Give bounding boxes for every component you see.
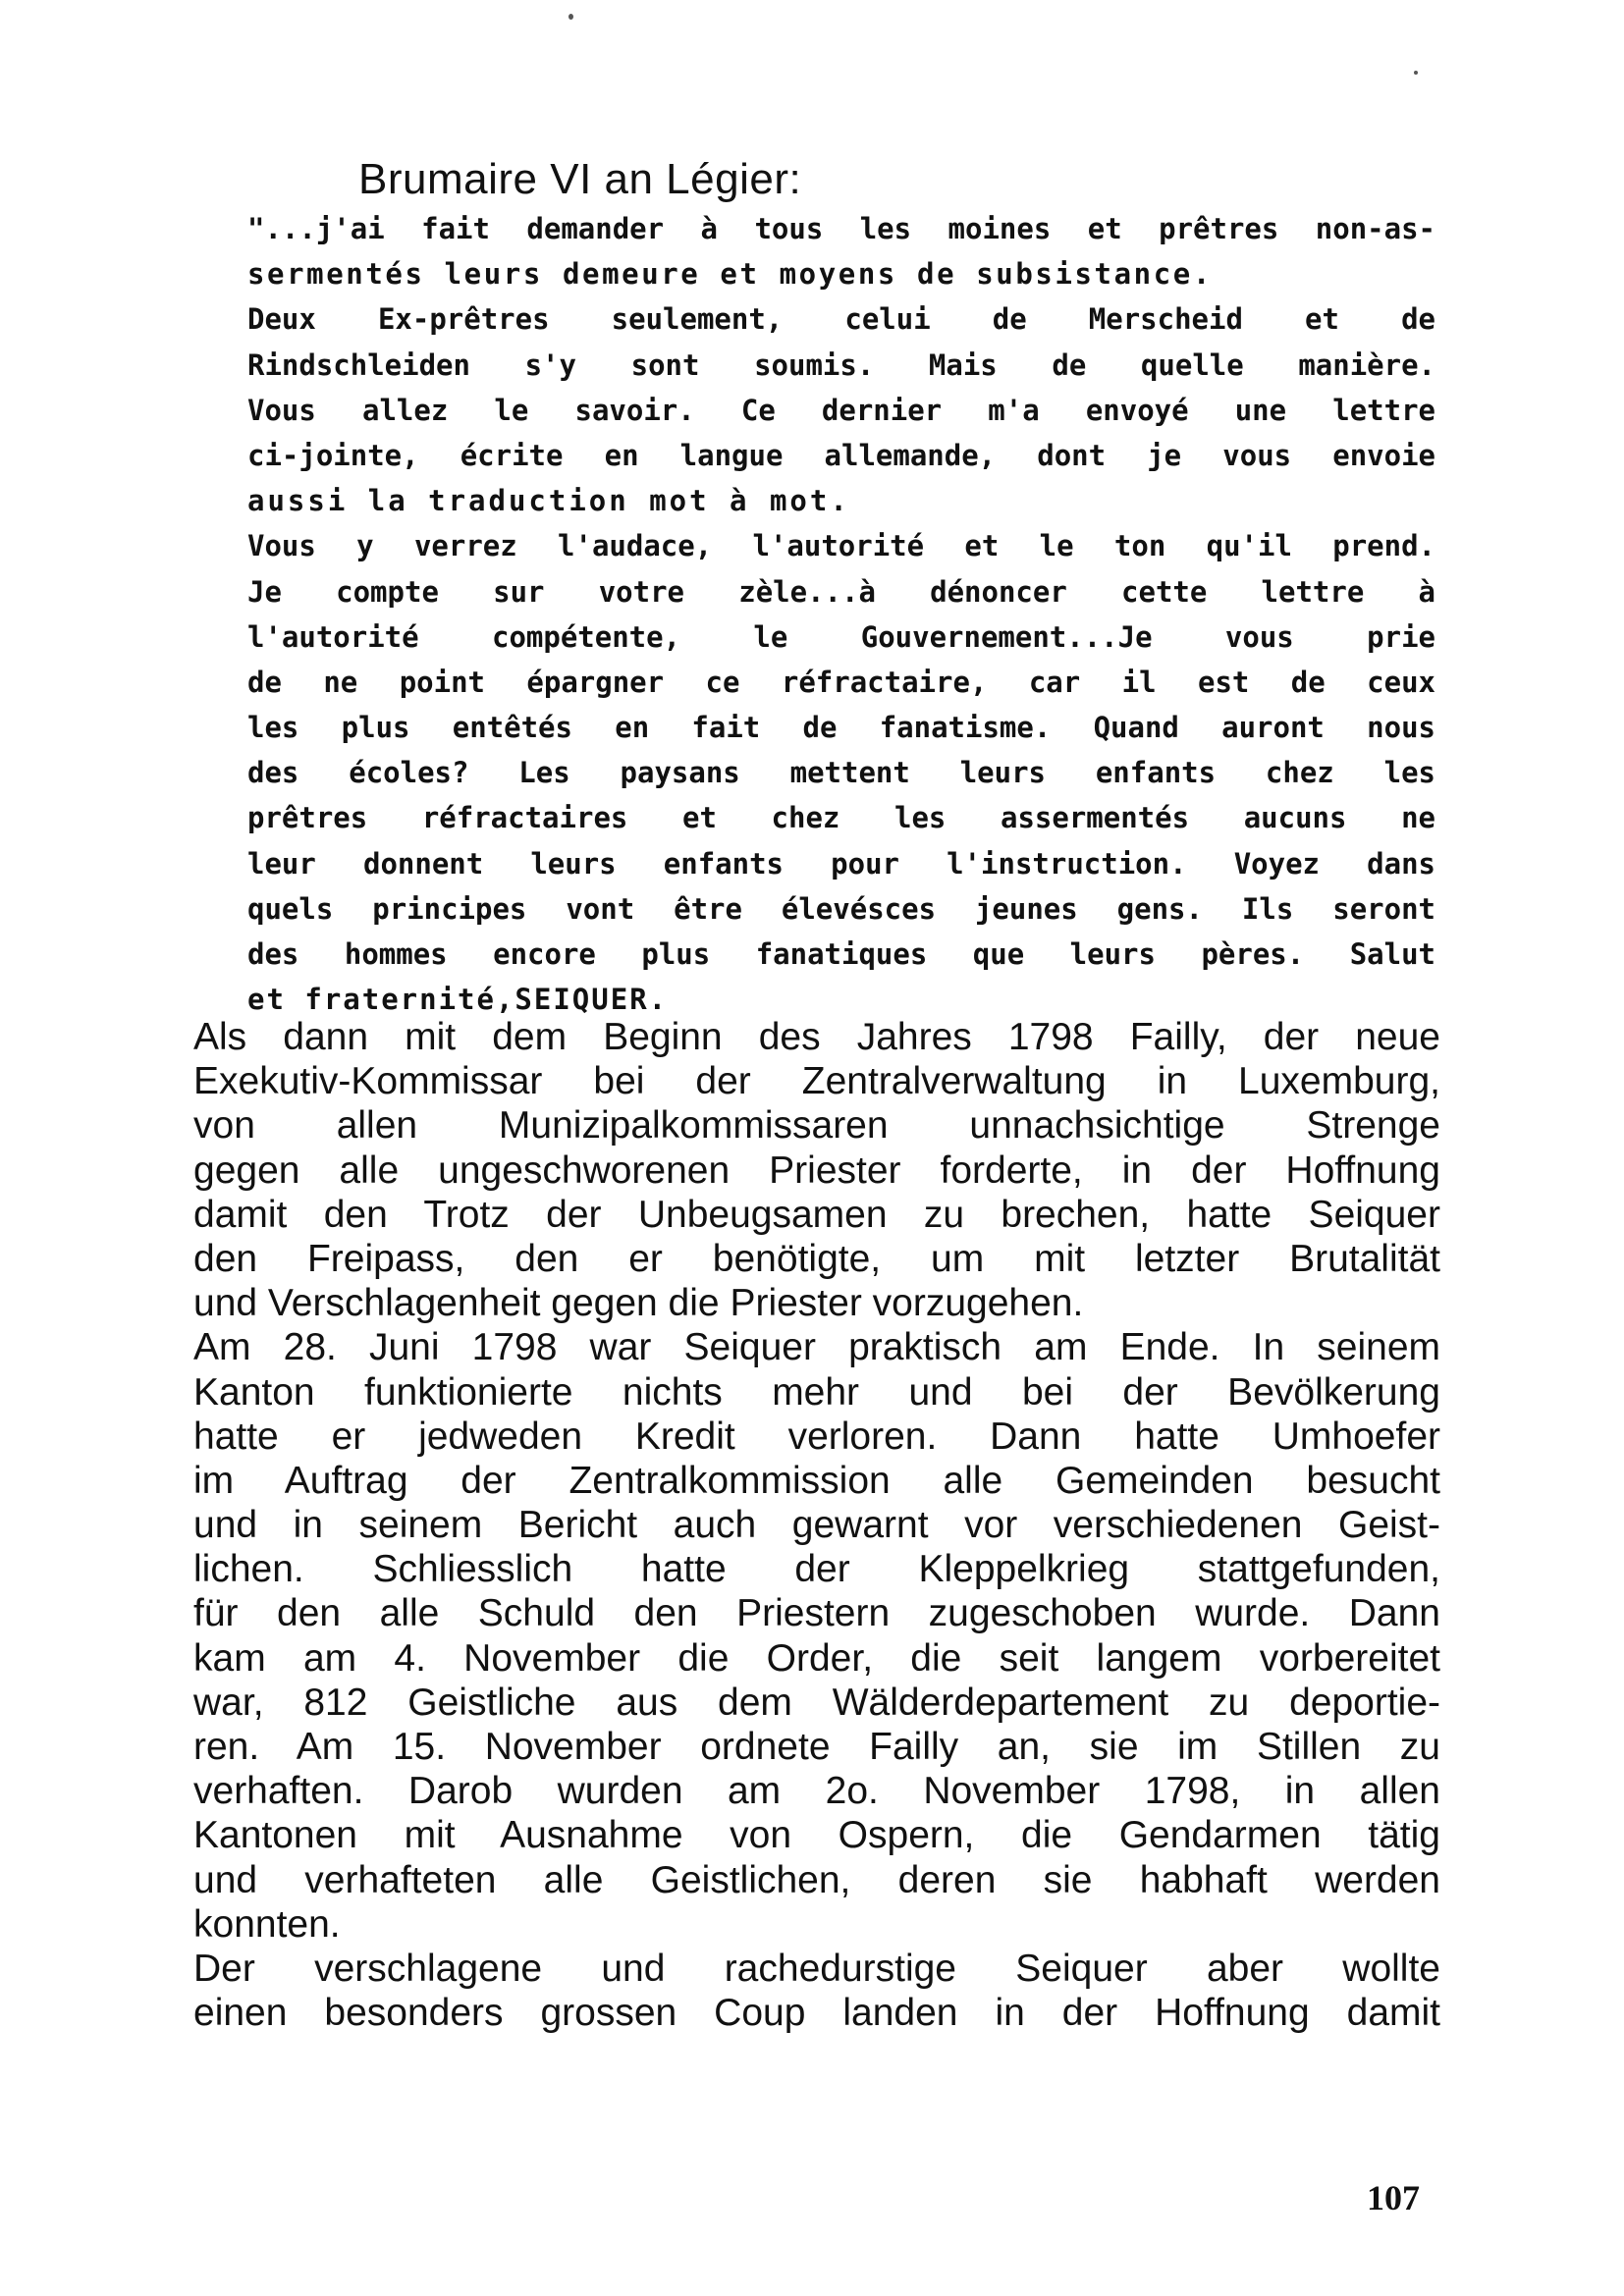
quote-line: "...j'ai fait demander à tous les moines et prêtres non-as- [247, 212, 1435, 245]
quote-line: les plus entêtés en fait de fanatisme. Quand auront nous [247, 711, 1435, 745]
quote-line: prêtres réfractaires et chez les assermentés aucuns ne [247, 801, 1435, 835]
body-line: hatte er jedweden Kredit verloren. Dann hatte Umhoefer [193, 1415, 1440, 1458]
quoted-letter [247, 206, 1435, 1022]
quote-line: Deux Ex-prêtres seulement, celui de Merscheid et de [247, 302, 1435, 337]
body-line: Der verschlagene und rachedurstige Seiquer aber wollte [193, 1947, 1440, 1990]
quote-line: et fraternité,SEIQUER. [247, 983, 669, 1017]
body-line: kam am 4. November die Order, die seit langem vorbereitet [193, 1636, 1440, 1680]
body-line: verhaften. Darob wurden am 2o. November 1798, in allen [193, 1770, 1440, 1813]
body-line: den Freipass, den er benötigte, um mit letzter Brutalität [193, 1237, 1440, 1280]
body-line: im Auftrag der Zentralkommission alle Gemeinden besucht [193, 1459, 1440, 1502]
body-line: von allen Munizipalkommissaren unnachsichtige Strenge [193, 1104, 1440, 1148]
body-line: lichen. Schliesslich hatte der Kleppelkrieg stattgefunden, [193, 1548, 1440, 1591]
body-line: Als dann mit dem Beginn des Jahres 1798 Failly, der neue [193, 1016, 1440, 1058]
body-line: und in seinem Bericht auch gewarnt vor verschiedenen Geist- [193, 1504, 1440, 1547]
scan-speck [568, 14, 573, 20]
body-line: ren. Am 15. November ordnete Failly an, sie im Stillen zu [193, 1726, 1440, 1768]
quote-line: Vous allez le savoir. Ce dernier m'a envoyé une lettre [247, 393, 1435, 427]
quote-line: quels principes vont être élevésces jeunes gens. Ils seront [247, 891, 1435, 926]
quote-line: de ne point épargner ce réfractaire, car il est de ceux [247, 665, 1435, 699]
body-line: für den alle Schuld den Priestern zugeschoben wurde. Dann [193, 1592, 1440, 1635]
body-line: gegen alle ungeschworenen Priester forderte, in der Hoffnung [193, 1148, 1440, 1192]
quote-line: Rindschleiden s'y sont soumis. Mais de quelle manière. [247, 347, 1435, 382]
body-line: Kanton funktionierte nichts mehr und bei der Bevölkerung [193, 1370, 1440, 1414]
body-line: und Verschlagenheit gegen die Priester vorzugehen. [193, 1282, 1084, 1325]
body-line: Am 28. Juni 1798 war Seiquer praktisch am Ende. In seinem [193, 1326, 1440, 1369]
quote-line: sermentés leurs demeure et moyens de subsistance. [247, 257, 1213, 292]
page-number: 107 [1367, 2178, 1420, 2217]
body-line: Kantonen mit Ausnahme von Ospern, die Gendarmen tätig [193, 1814, 1440, 1857]
quote-line: Vous y verrez l'audace, l'autorité et le ton qu'il prend. [247, 529, 1435, 563]
scan-speck [1414, 71, 1418, 75]
body-line: war, 812 Geistliche aus dem Wälderdepartement zu deportie- [193, 1681, 1440, 1724]
quote-line: aussi la traduction mot à mot. [247, 484, 850, 518]
quote-line: l'autorité compétente, le Gouvernement...Je vous prie [247, 619, 1435, 654]
body-line: konnten. [193, 1902, 341, 1946]
body-line: damit den Trotz der Unbeugsamen zu brechen, hatte Seiquer [193, 1193, 1440, 1236]
body-text [193, 1015, 1440, 2035]
letter-heading: Brumaire VI an Légier: [358, 155, 802, 203]
body-line: Exekutiv-Kommissar bei der Zentralverwaltung in Luxemburg, [193, 1060, 1440, 1103]
body-line: einen besonders grossen Coup landen in der Hoffnung damit [193, 1992, 1440, 2035]
body-line: und verhafteten alle Geistlichen, deren sie habhaft werden [193, 1858, 1440, 1901]
quote-line: des écoles? Les paysans mettent leurs enfants chez les [247, 756, 1435, 790]
quote-line: des hommes encore plus fanatiques que leurs pères. Salut [247, 937, 1435, 971]
quote-line: leur donnent leurs enfants pour l'instruction. Voyez dans [247, 846, 1435, 881]
quote-line: ci-jointe, écrite en langue allemande, dont je vous envoie [247, 438, 1435, 472]
quote-line: Je compte sur votre zèle...à dénoncer cette lettre à [247, 574, 1435, 609]
